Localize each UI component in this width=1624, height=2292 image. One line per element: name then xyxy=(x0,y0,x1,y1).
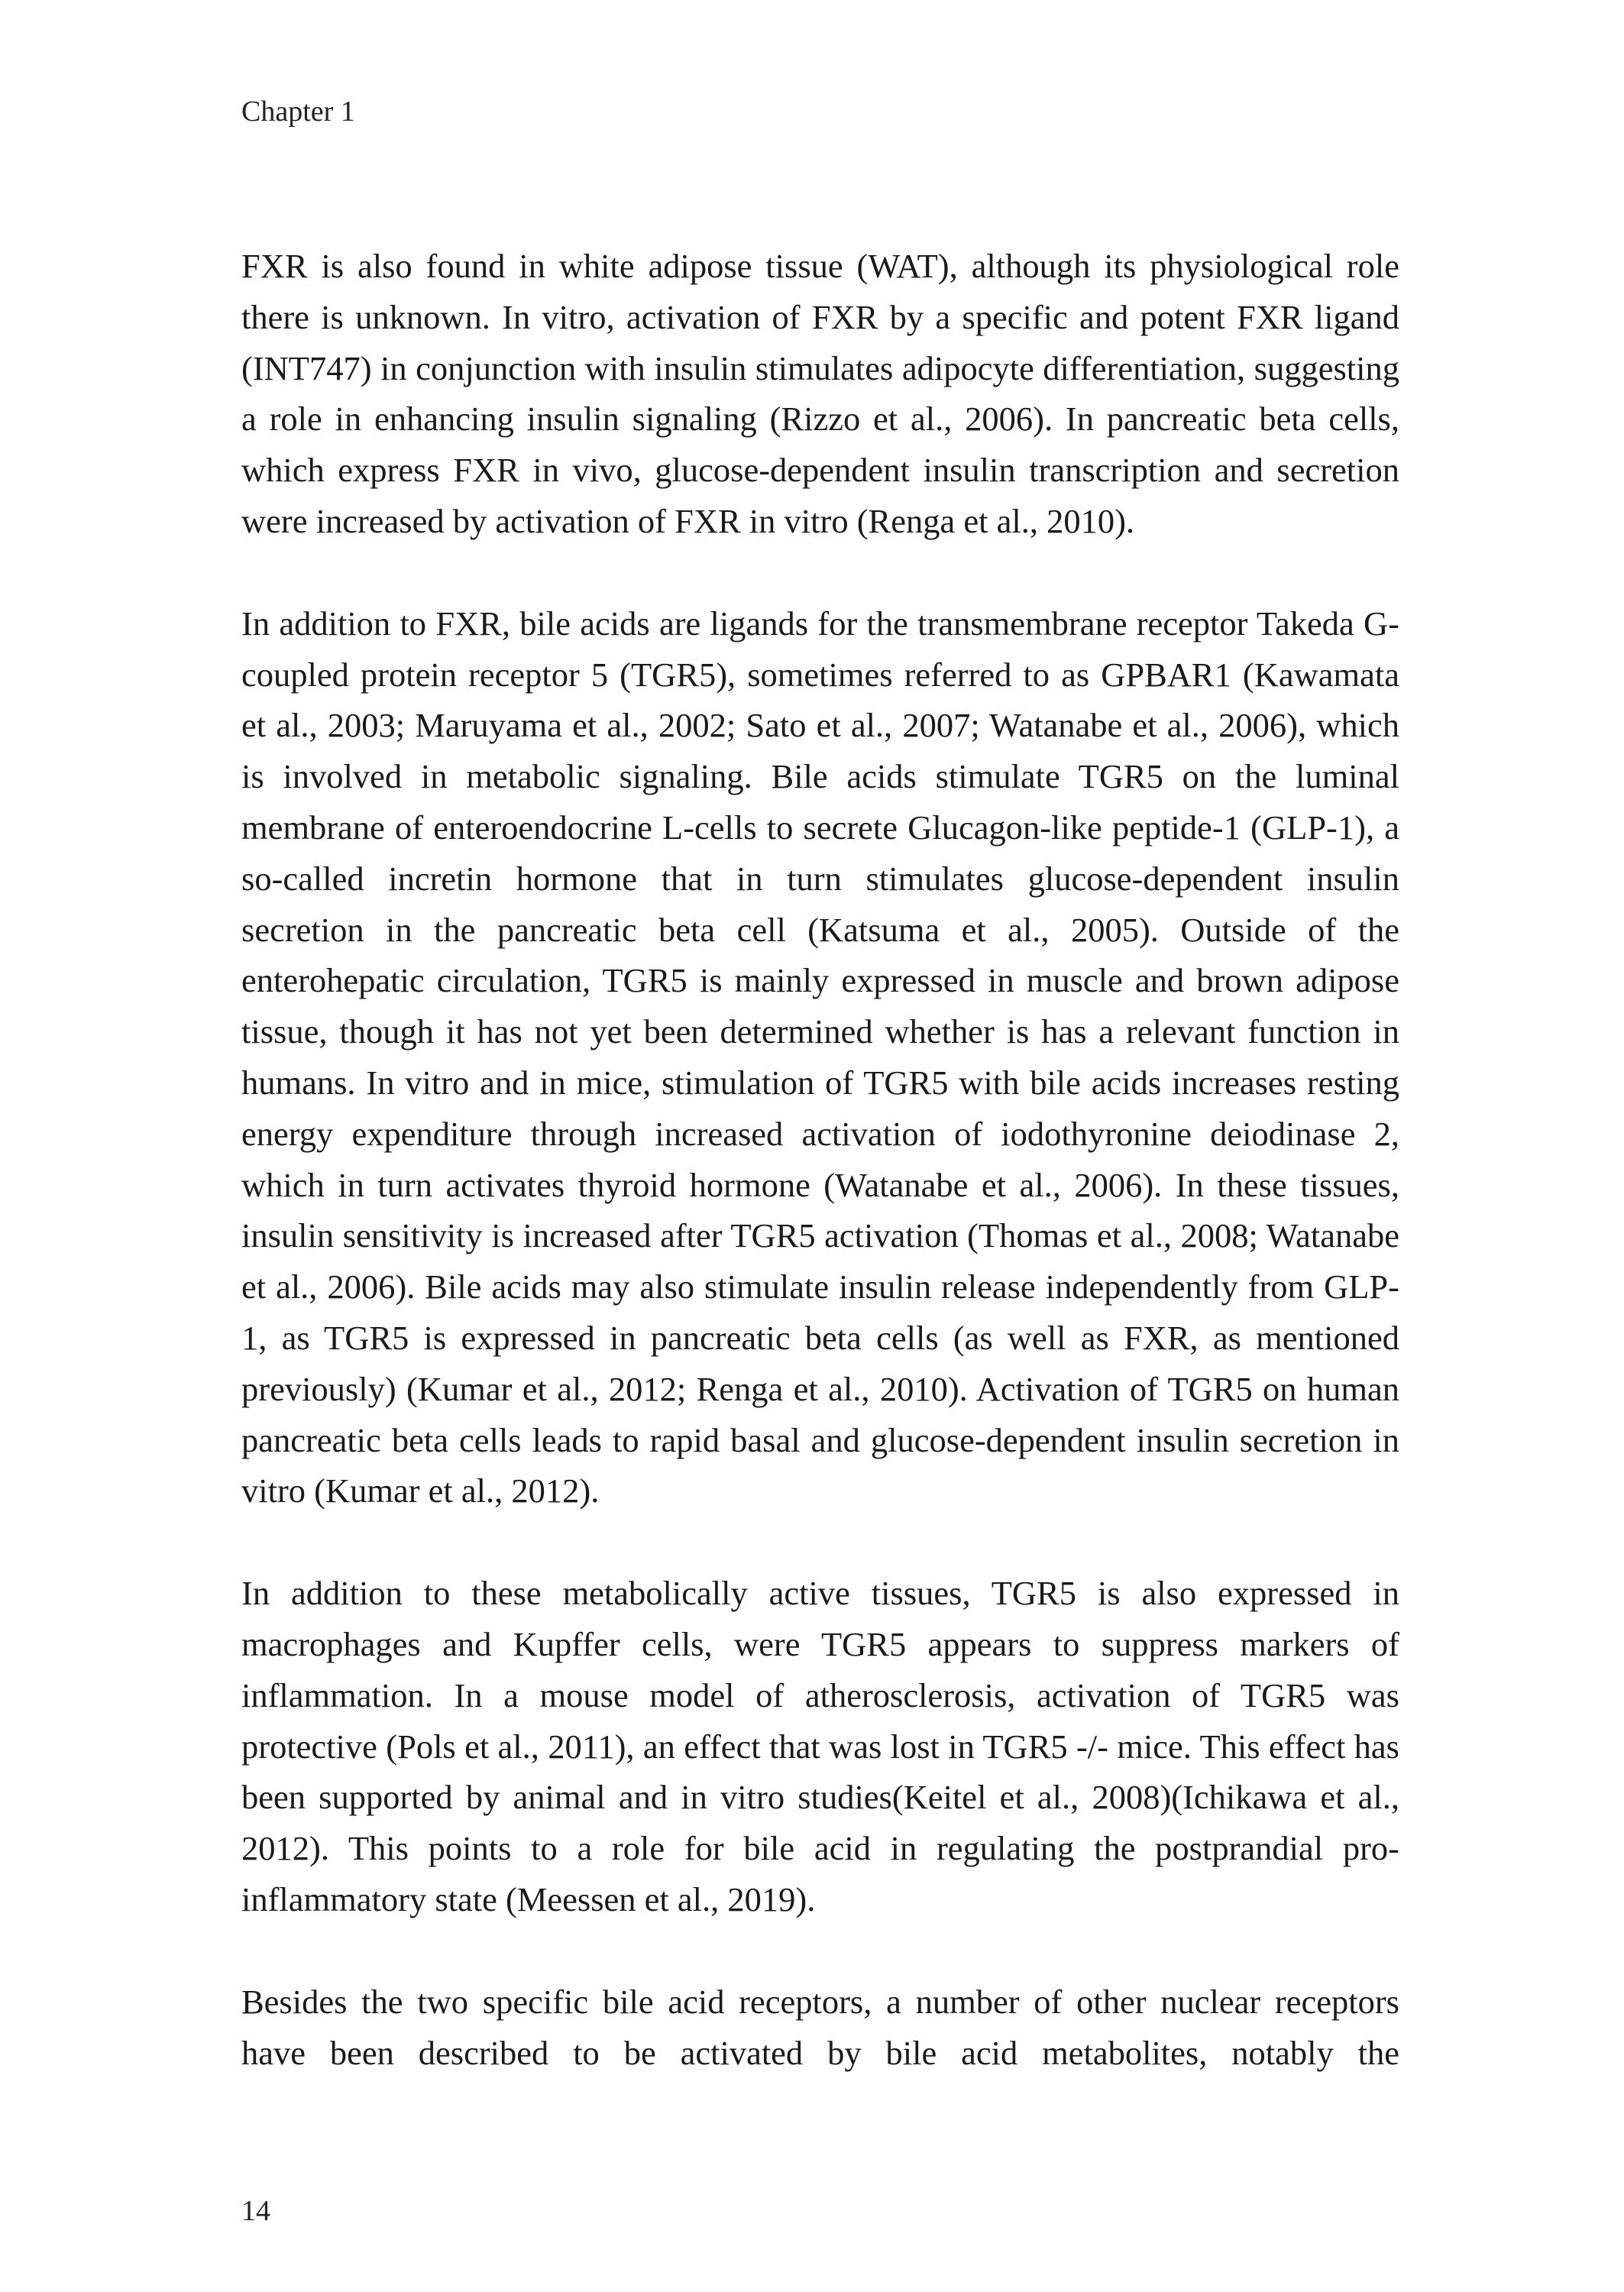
running-header: Chapter 1 xyxy=(241,96,355,128)
page-number: 14 xyxy=(241,2195,270,2227)
paragraph-nuclear-receptors: Besides the two specific bile acid receptors, a number of other nuclear receptors have been described to be activated by bile acid metabolites, notably the xyxy=(241,1982,1399,2072)
body-text xyxy=(241,241,1399,2129)
paragraph-fxr-adipose: FXR is also found in white adipose tissue (WAT), although its physiological role there is unknown. In vitro, activation of FXR by a specific and potent FXR ligand (INT747) in conjunction with insulin stimulates adipocyte differentiation, suggesting a role in enhancing insulin signaling (Rizzo et al., 2006). In pancreatic beta cells, which express FXR in vivo, glucose-dependent insulin transcription and secretion were increased by activation of FXR in vitro (Renga et al., 2010). xyxy=(241,247,1399,540)
paragraph-tgr5-inflammation: In addition to these metabolically active tissues, TGR5 is also expressed in macrophages and Kupffer cells, were TGR5 appears to suppress markers of inflammation. In a mouse model of atherosclerosis, activation of TGR5 was protective (Pols et al., 2011), an effect that was lost in TGR5 -/- mice. This effect has been supported by animal and in vitro studies(Keitel et al., 2008)(Ichikawa et al., 2012). This points to a role for bile acid in regulating the postprandial pro-inflammatory state (Meessen et al., 2019). xyxy=(241,1574,1399,1918)
paragraph-tgr5-metabolic: In addition to FXR, bile acids are ligands for the transmembrane receptor Takeda G-coupled protein receptor 5 (TGR5), sometimes referred to as GPBAR1 (Kawamata et al., 2003; Maruyama et al., 2002; Sato et al., 2007; Watanabe et al., 2006), which is involved in metabolic signaling. Bile acids stimulate TGR5 on the luminal membrane of enteroendocrine L-cells to secrete Glucagon-like peptide-1 (GLP-1), a so-called incretin hormone that in turn stimulates glucose-dependent insulin secretion in the pancreatic beta cell (Katsuma et al., 2005). Outside of the enterohepatic circulation, TGR5 is mainly expressed in muscle and brown adipose tissue, though it has not yet been determined whether is has a relevant function in humans. In vitro and in mice, stimulation of TGR5 with bile acids increases resting energy expenditure through increased activation of iodothyronine deiodinase 2, which in turn activates thyroid hormone (Watanabe et al., 2006). In these tissues, insulin sensitivity is increased after TGR5 activation (Thomas et al., 2008; Watanabe et al., 2006). Bile acids may also stimulate insulin release independently from GLP-1, as TGR5 is expressed in pancreatic beta cells (as well as FXR, as mentioned previously) (Kumar et al., 2012; Renga et al., 2010). Activation of TGR5 on human pancreatic beta cells leads to rapid basal and glucose-dependent insulin secretion in vitro (Kumar et al., 2012). xyxy=(241,604,1399,1510)
